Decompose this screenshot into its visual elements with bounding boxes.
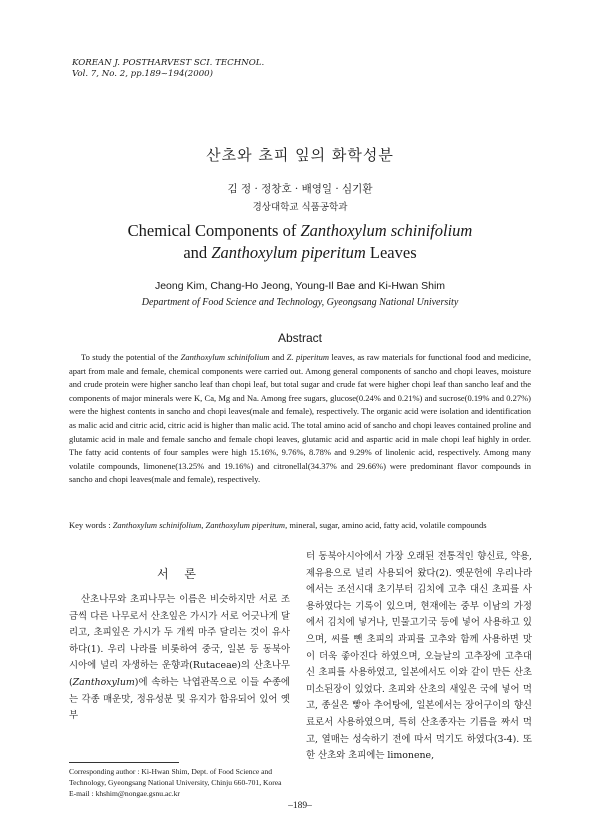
keyword-rest: , mineral, sugar, amino acid, fatty acid, volatile compounds	[285, 520, 487, 530]
abstract-part2: and	[269, 352, 287, 362]
right-col-paragraph: 터 동북아시아에서 가장 오래된 전통적인 향신료, 약용, 제유용으로 널리 사용되어 왔다(2). 옛문헌에 우리나라에서는 조선시대 초기부터 김치에 고추 대신 초피를 사용하였다는 기록이 있으며, 현재에는 중부 이남의 가정에서 김치에 넣거나, 민물고기국 등에 넣어 사용하고 있으며, 씨를 뺀 초피의 과피를 고추와 함께 사용하면 맛이 더욱 좋아진다 하였으며, 오늘날의 고추장에 고추대신 초피를 사용하였고, 일본에서도 이와 같이 만든 산초미소된장이 있었다. 초피와 산초의 새잎은 국에 넣어 먹고, 종실은 빻아 추어탕에, 일본에서는 장어구이의 향신료로서 사용하였으며, 특히 산초종자는 기름을 짜서 먹고, 열매는 성숙하기 전에 따서 먹기도 하였다(3-4). 또한 산초와 초피에는 limonene,	[306, 551, 532, 762]
affiliation-korean: 경상대학교 식품공학과	[252, 202, 348, 213]
abstract-part3: leaves, as raw materials for functional food and medicine, apart from male and female, chemical components were carried out. Among general components of sancho and chopi leaves, moisture and crude protein were higher sancho leaf than chopi leaf, but total sugar and crude fat were higher chopi leaf than sancho leaf and the components of major minerals were K, Ca, Mg and Na. Among free sugars, glucose(0.24% and 0.21%) and sucrose(0.19% and 0.27%) were the highest contents in sancho and chopi leaves(male and female), respectively. The organic acid were isolation and identification as malic acid and citric acid, citric acid is higher than malic acid. The total amino acid of sancho and chopi leaves contained proline and glutamic acid in male and female sancho and female chopi leaves, glutamic acid and aspartic acid in male chopi leaf highly in order. The fatty acid contents of four samples were high 15.16%, 9.76%, 8.78% and 9.29% of linolenic acid, respectively. Among many volatile compounds, limonene(13.25% and 19.16%) and citronellal(34.37% and 29.66%) were predominant flavor compounds in sancho and chopi leaves(male and female), respectively.	[69, 352, 532, 485]
footnote-email: E-mail : khshim@nongae.gsnu.ac.kr	[69, 789, 180, 798]
affiliation-english: Department of Food Science and Technology, Gyeongsang National University	[141, 297, 459, 308]
page-number: –189–	[288, 801, 312, 811]
keywords	[69, 519, 531, 531]
footnote	[69, 766, 290, 799]
title-line2-species: Zanthoxylum piperitum	[211, 243, 366, 262]
abstract-part1: To study the potential of the	[81, 352, 181, 362]
title-english-line1	[0, 220, 600, 242]
title-line1-prefix: Chemical Components of	[127, 221, 301, 240]
footnote-divider	[69, 762, 179, 763]
abstract-body	[69, 351, 531, 487]
left-column-text	[69, 592, 290, 725]
left-col-genus: Zanthoxylum	[72, 676, 135, 688]
authors-korean: 김 정 · 정창호 · 배영일 · 심기환	[227, 183, 373, 195]
keyword-1: Zanthoxylum schinifolium	[112, 520, 202, 530]
title-english-line2	[0, 242, 600, 264]
footnote-author: Corresponding author : Ki-Hwan Shim, Dept. of Food Science and Technology, Gyeongsang National University, Chinju 660-701, Korea	[69, 767, 282, 787]
journal-header	[72, 58, 264, 80]
title-line1-species: Zanthoxylum schinifolium	[300, 221, 473, 240]
right-column-text	[306, 549, 532, 765]
title-english	[0, 220, 600, 264]
journal-name: KOREAN J. POSTHARVEST SCI. TECHNOL.	[72, 58, 265, 68]
abstract-species1: Zanthoxylum schinifolium	[180, 352, 270, 362]
abstract-species2: Z. piperitum	[286, 352, 330, 362]
keyword-2: Zanthoxylum piperitum	[205, 520, 286, 530]
title-korean: 산초와 초피 잎의 화학성분	[206, 146, 394, 164]
journal-volume: Vol. 7, No. 2, pp.189~194(2000)	[72, 69, 213, 79]
left-col-part1: 산초나무와 초피나무는 이름은 비슷하지만 서로 조금씩 다른 나무로서 산초잎은 가시가 서로 어긋나게 달리고, 초피잎은 가시가 두 개씩 마주 달리는 것이 유사하다(1). 우리 나라를 비롯하여 중국, 일본 등 동북아시아에 널리 자생하는 운향과(Rutaceae)의 산초나무(	[69, 594, 290, 688]
title-line2-suffix: Leaves	[365, 243, 417, 262]
title-line2-prefix: and	[183, 243, 212, 262]
left-col-part2: )에 속하는 낙엽관목으로 이들 수종에는 각종 매운맛, 정유성분 및 유지가 함유되어 있어 옛부	[69, 676, 290, 722]
authors-english: Jeong Kim, Chang-Ho Jeong, Young-Il Bae and Ki-Hwan Shim	[154, 280, 446, 292]
keywords-label: Key words :	[69, 520, 111, 530]
section-heading-introduction: 서 론	[157, 567, 202, 581]
abstract-heading: Abstract	[277, 331, 322, 345]
keyword-sep: ,	[201, 520, 206, 530]
